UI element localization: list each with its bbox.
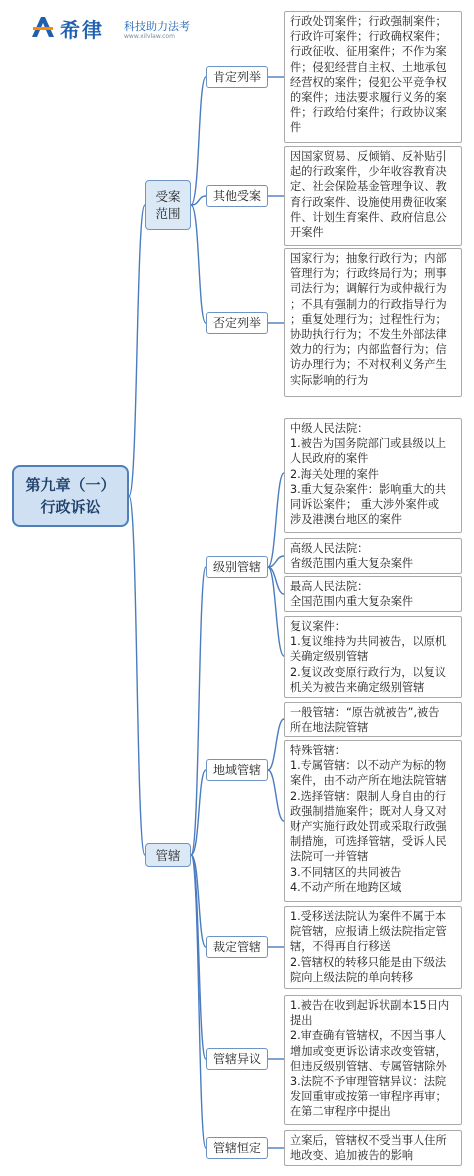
topic-acceptance-scope-label: 受案 范围 — [155, 189, 181, 221]
leaf-line: 育行政案件、设施使用费征收案 — [290, 195, 447, 209]
leaf-line: 省级范围内重大复杂案件 — [290, 557, 414, 571]
leaf-line: 2.选择管辖：限制人身自由的行 — [290, 789, 447, 803]
subtopic-label: 管辖恒定 — [212, 1140, 261, 1155]
leaf-line: 高级人民法院： — [290, 542, 369, 555]
brand-name: 希律 — [60, 18, 104, 42]
leaf-line: 经营权的案件；侵犯公平竞争权 — [290, 75, 447, 89]
leaf-other-cases — [284, 146, 462, 246]
leaf-line: 政强制措施案件；既对人身又对 — [290, 804, 447, 818]
leaf-line: 涉及港澳台地区的案件 — [290, 513, 402, 527]
leaf-ruling-jurisdiction — [284, 906, 462, 989]
brand-url: www.xilvlaw.com — [124, 33, 175, 40]
subtopic-ruling-jurisdiction — [206, 936, 268, 958]
leaf-line: 件；侵犯经营自主权、土地承包 — [290, 60, 447, 74]
leaf-line: 全国范围内重大复杂案件 — [290, 595, 414, 609]
subtopic-level-jurisdiction — [206, 556, 268, 578]
leaf-line: 财产实施行政处罚或采取行政强 — [290, 820, 447, 834]
leaf-negative-list — [284, 248, 462, 397]
topic-acceptance-scope — [145, 180, 191, 230]
leaf-jurisdiction-fixed — [284, 1130, 462, 1166]
leaf-high-court — [284, 538, 462, 574]
leaf-line: 法院可一并管辖 — [290, 850, 369, 864]
leaf-line: 人民政府的案件 — [290, 452, 369, 466]
leaf-line: 地改变、追加被告的影响 — [290, 1149, 414, 1163]
leaf-line: 机关为被告来确定级别管辖 — [290, 680, 425, 694]
leaf-line: 所在地法院管辖 — [290, 721, 369, 735]
leaf-line: 2.管辖权的转移只能是由下级法 — [290, 955, 447, 969]
subtopic-label: 地域管辖 — [212, 762, 261, 777]
leaf-line: 院向上级法院的单向转移 — [290, 970, 414, 984]
subtopic-label: 级别管辖 — [212, 559, 261, 574]
leaf-line: 的案件；违法要求履行义务的案 — [290, 91, 447, 105]
leaf-line: 管理行为；行政终局行为；刑事 — [290, 267, 447, 281]
subtopic-positive-list — [206, 66, 268, 88]
leaf-line: 提出 — [290, 1014, 313, 1028]
leaf-line: 开案件 — [290, 226, 324, 240]
subtopic-jurisdiction-fixed — [206, 1137, 268, 1159]
leaf-line: 3.重大复杂案件：影响重大的共 — [290, 482, 447, 496]
subtopic-label: 管辖异议 — [212, 1051, 261, 1066]
leaf-line: 同诉讼案件； 重大涉外案件或 — [290, 498, 439, 512]
leaf-line: 辖，不得再自行移送 — [290, 940, 391, 954]
leaf-line: 行政征收、征用案件；不作为案 — [290, 45, 447, 59]
subtopic-label: 裁定管辖 — [212, 939, 261, 954]
subtopic-label: 其他受案 — [212, 188, 261, 203]
leaf-line: 因国家贸易、反倾销、反补贴引 — [290, 150, 447, 163]
leaf-reconsideration-cases — [284, 616, 462, 698]
subtopic-other-cases — [206, 185, 268, 207]
leaf-line: 最高人民法院： — [290, 580, 369, 593]
leaf-line: 定、社会保险基金管理争议、教 — [290, 180, 447, 194]
subtopic-label: 否定列举 — [212, 315, 261, 330]
leaf-line: 1.被告为国务院部门或县级以上 — [290, 437, 447, 451]
leaf-general-jurisdiction — [284, 702, 462, 737]
leaf-line: 3.不同辖区的共同被告 — [290, 865, 402, 879]
leaf-line: 3.法院不予审理管辖异议：法院 — [290, 1075, 447, 1089]
leaf-line: 1.专属管辖：以不动产为标的物 — [290, 759, 447, 773]
leaf-line: 但违反级别管辖、专属管辖除外 — [290, 1059, 447, 1073]
leaf-line: 2.复议改变原行政行为，以复议 — [290, 665, 447, 679]
leaf-line: 件；行政给付案件；行政协议案 — [290, 106, 447, 120]
root-title-line1: 第九章（一） — [25, 476, 116, 494]
root-topic — [12, 465, 129, 527]
subtopic-territorial-jurisdiction — [206, 759, 268, 781]
leaf-line: 行政处罚案件；行政强制案件； — [290, 15, 447, 28]
leaf-supreme-court — [284, 576, 462, 612]
leaf-line: 2.审查确有管辖权，不因当事人 — [290, 1029, 447, 1043]
leaf-positive-list — [284, 11, 462, 143]
leaf-line: 国家行为；抽象行政行为；内部 — [290, 252, 447, 265]
leaf-line: 复议案件： — [290, 620, 346, 633]
leaf-line: 1.被告在收到起诉状副本15日内 — [290, 999, 450, 1012]
leaf-line: 特殊管辖： — [290, 744, 346, 757]
leaf-line: ；不具有强制力的行政指导行为 — [290, 297, 447, 311]
leaf-line: 1.复议维持为共同被告，以原机 — [290, 635, 447, 649]
leaf-line: 案件，由不动产所在地法院管辖 — [290, 774, 447, 788]
leaf-line: 起的行政案件，少年收容教育决 — [290, 165, 447, 179]
leaf-line: 协助执行行为；不发生外部法律 — [290, 328, 447, 342]
brand-slogan: 科技助力法考 — [124, 20, 190, 33]
leaf-jurisdiction-objection — [284, 995, 462, 1125]
leaf-line: 司法行为；调解行为或仲裁行为 — [290, 282, 447, 296]
leaf-line: 立案后，管辖权不受当事人住所 — [290, 1134, 447, 1147]
leaf-line: 制措施，可选择管辖，受诉人民 — [290, 835, 447, 849]
leaf-line: 关确定级别管辖 — [290, 650, 369, 664]
leaf-line: 一般管辖：“原告就被告”,被告 — [290, 706, 440, 719]
subtopic-label: 肯定列举 — [212, 69, 261, 84]
leaf-special-jurisdiction — [284, 740, 462, 902]
leaf-line: 实际影响的行为 — [290, 373, 369, 387]
leaf-line: 在第二审程序中提出 — [290, 1105, 391, 1119]
leaf-line: 效力的行为；内部监督行为；信 — [290, 343, 447, 357]
subtopic-negative-list — [206, 312, 268, 334]
topic-jurisdiction-label: 管辖 — [155, 847, 181, 863]
leaf-line: 件、计划生育案件、政府信息公 — [290, 210, 447, 224]
leaf-line: 件 — [290, 121, 302, 135]
leaf-line: 行政许可案件；行政确权案件； — [290, 30, 447, 44]
leaf-line: 增加或变更诉讼请求改变管辖， — [290, 1044, 447, 1058]
leaf-line: 中级人民法院： — [290, 422, 369, 435]
subtopic-jurisdiction-objection — [206, 1048, 268, 1070]
leaf-intermediate-court — [284, 418, 462, 533]
root-title-line2: 行政诉讼 — [40, 498, 101, 516]
topic-jurisdiction — [145, 843, 191, 867]
leaf-line: ；重复处理行为；过程性行为； — [290, 312, 447, 326]
leaf-line: 院管辖，应报请上级法院指定管 — [290, 925, 447, 939]
leaf-line: 4.不动产所在地跨区域 — [290, 880, 402, 894]
leaf-line: 发回重审或按第一审程序再审； — [290, 1090, 447, 1104]
leaf-line: 1.受移送法院认为案件不属于本 — [290, 910, 447, 923]
leaf-line: 2.海关处理的案件 — [290, 467, 379, 481]
leaf-line: 访办理行为；不对权利义务产生 — [290, 358, 447, 372]
